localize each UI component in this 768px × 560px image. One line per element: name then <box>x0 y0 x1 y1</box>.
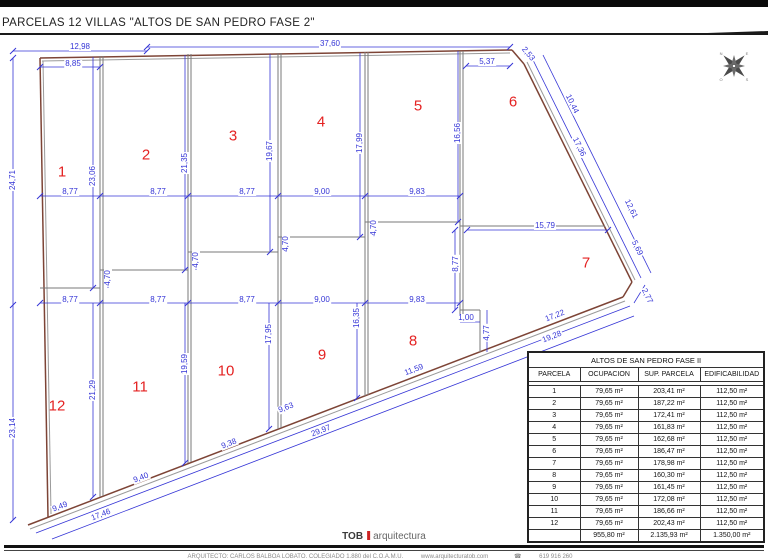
table-total-cell <box>528 530 580 543</box>
table-cell: 162,68 m² <box>638 434 700 446</box>
dimension-label: 17,95 <box>264 323 273 345</box>
parcel-number: 11 <box>132 378 148 396</box>
dimension-label: 11,59 <box>403 361 425 378</box>
dimension-label: 24,71 <box>8 169 17 191</box>
table-cell: 79,65 m² <box>580 494 638 506</box>
table-cell: 112,50 m² <box>700 422 764 434</box>
dimension-label: 17,99 <box>355 132 364 154</box>
table-title: ALTOS DE SAN PEDRO FASE II <box>528 352 764 368</box>
table-cell: 172,41 m² <box>638 410 700 422</box>
column-header-sup-parcela: SUP. PARCELA <box>638 368 700 382</box>
table-row <box>528 518 764 530</box>
drawing-title: PARCELAS 12 VILLAS "ALTOS DE SAN PEDRO FASE 2" <box>2 17 315 29</box>
dimension-label: 19,67 <box>265 140 274 162</box>
dimension-label: 19,59 <box>180 353 189 375</box>
dimension-label: 8,77 <box>150 295 166 304</box>
table-cell: 178,98 m² <box>638 458 700 470</box>
table-cell: 112,50 m² <box>700 410 764 422</box>
table-row <box>528 410 764 422</box>
table-cell: 79,65 m² <box>580 422 638 434</box>
compass-letter: E <box>745 51 749 56</box>
footer-rule-thick <box>4 545 764 548</box>
table-cell: 160,30 m² <box>638 470 700 482</box>
dimension-label: 8,85 <box>65 59 81 68</box>
dimension-label: 2,77 <box>639 286 655 305</box>
dimension-label: 16,56 <box>453 122 462 144</box>
dimension-label: 21,35 <box>180 152 189 174</box>
parcel-number: 4 <box>316 113 326 131</box>
compass-rose-icon <box>713 45 755 87</box>
table-cell: 12 <box>528 518 580 530</box>
table-cell: 112,50 m² <box>700 518 764 530</box>
dimension-label: 37,60 <box>319 39 341 48</box>
column-header-edificabilidad: EDIFICABILIDAD <box>700 368 764 382</box>
table-cell: 112,50 m² <box>700 398 764 410</box>
dimension-label: 9,83 <box>409 295 425 304</box>
table-cell: 112,50 m² <box>700 506 764 518</box>
brand-red-bar-icon <box>367 531 370 540</box>
dimension-label: 4,70 <box>369 220 378 236</box>
table-cell: 172,08 m² <box>638 494 700 506</box>
phone-icon: ☎ <box>513 553 522 560</box>
table-cell: 112,50 m² <box>700 446 764 458</box>
dimension-label: 9,83 <box>409 187 425 196</box>
table-cell: 2 <box>528 398 580 410</box>
table-cell: 112,50 m² <box>700 434 764 446</box>
brand-name: TOB <box>342 531 364 542</box>
parcel-number: 1 <box>57 163 67 181</box>
dimension-label: 8,77 <box>62 295 78 304</box>
column-header-ocupacion: OCUPACION <box>580 368 638 382</box>
table-totals-row <box>528 530 764 543</box>
dimension-label: 17,36 <box>571 135 588 158</box>
dimension-label: 9,49 <box>50 499 69 514</box>
table-cell: 112,50 m² <box>700 494 764 506</box>
dimension-label: 8,77 <box>239 295 255 304</box>
table-row <box>528 434 764 446</box>
table-cell: 202,43 m² <box>638 518 700 530</box>
dimension-label: 8,77 <box>62 187 78 196</box>
dimension-label: 4,70 <box>191 252 200 268</box>
parcel-number: 5 <box>413 97 423 115</box>
dimension-label: 8,77 <box>150 187 166 196</box>
architect-credit: ARQUITECTO: CARLOS BALBOA LOBATO. COLEGIADO 1.880 del C.O.A.M.U. <box>187 553 404 560</box>
dimension-label: 1,00 <box>458 313 474 322</box>
table-cell: 203,41 m² <box>638 386 700 398</box>
dimension-label: 4,77 <box>482 325 491 341</box>
table-cell: 79,65 m² <box>580 446 638 458</box>
column-header-parcela: PARCELA <box>528 368 580 382</box>
table-cell: 1 <box>528 386 580 398</box>
table-cell: 161,45 m² <box>638 482 700 494</box>
table-row <box>528 506 764 518</box>
table-cell: 112,50 m² <box>700 482 764 494</box>
table-row <box>528 470 764 482</box>
brand-suffix: arquitectura <box>373 531 426 542</box>
table-total-cell: 1.350,00 m² <box>700 530 764 543</box>
table-row <box>528 446 764 458</box>
dimension-label: 5,69 <box>629 238 645 257</box>
table-cell: 10 <box>528 494 580 506</box>
compass-letter: O <box>719 77 723 82</box>
dimension-label: 2,53 <box>519 44 537 63</box>
table-body <box>528 386 764 530</box>
table-cell: 186,47 m² <box>638 446 700 458</box>
table-cell: 112,50 m² <box>700 470 764 482</box>
dimension-label: 4,70 <box>103 270 112 286</box>
table-cell: 3 <box>528 410 580 422</box>
dimension-label: 5,37 <box>479 57 495 66</box>
parcel-number: 6 <box>508 93 518 111</box>
table-row <box>528 482 764 494</box>
dimension-label: 9,40 <box>131 470 150 485</box>
dimension-label: 17,46 <box>89 506 112 523</box>
footer-rule-thin <box>4 550 764 552</box>
parcels-table <box>527 351 765 543</box>
dimension-label: 12,98 <box>69 42 91 51</box>
table-cell: 79,65 m² <box>580 482 638 494</box>
parcel-number: 2 <box>141 146 151 164</box>
table-cell: 187,22 m² <box>638 398 700 410</box>
table-cell: 6 <box>528 446 580 458</box>
table-cell: 79,65 m² <box>580 458 638 470</box>
table-total-cell: 2.135,93 m² <box>638 530 700 543</box>
table-cell: 79,65 m² <box>580 434 638 446</box>
table-cell: 8 <box>528 470 580 482</box>
dimension-label: 16,35 <box>352 307 361 329</box>
dimension-label: 17,22 <box>543 307 566 324</box>
table-cell: 11 <box>528 506 580 518</box>
dimension-label: 9,38 <box>219 436 238 451</box>
table-cell: 79,65 m² <box>580 470 638 482</box>
table-cell: 79,65 m² <box>580 398 638 410</box>
dimension-label: 8,77 <box>451 256 460 272</box>
compass-letter: N <box>719 51 723 56</box>
table-row <box>528 494 764 506</box>
dimension-label: 9,00 <box>314 187 330 196</box>
table-cell: 112,50 m² <box>700 458 764 470</box>
dimension-label: 9,00 <box>314 295 330 304</box>
dimension-label: 4,70 <box>281 236 290 252</box>
dimension-label: 19,28 <box>540 328 563 345</box>
parcel-number: 12 <box>48 397 66 415</box>
parcel-number: 9 <box>317 346 327 364</box>
table-cell: 5 <box>528 434 580 446</box>
phone-text <box>506 554 581 560</box>
table-cell: 9 <box>528 482 580 494</box>
table-row <box>528 386 764 398</box>
table-cell: 79,65 m² <box>580 386 638 398</box>
table-cell: 4 <box>528 422 580 434</box>
dimension-label: 29,97 <box>309 422 332 439</box>
compass-letter: S <box>745 77 749 82</box>
dimension-label: 21,29 <box>88 379 97 401</box>
table-row <box>528 458 764 470</box>
parcel-number: 3 <box>228 127 238 145</box>
dimension-label: 10,44 <box>564 92 581 115</box>
website-text: www.arquitecturatob.com <box>420 553 489 560</box>
parcel-number: 10 <box>217 362 235 380</box>
dimension-label: 23,06 <box>88 165 97 187</box>
table-row <box>528 398 764 410</box>
phone-number: 619 916 260 <box>539 553 573 560</box>
footer-brand <box>342 531 426 542</box>
table-cell: 79,65 m² <box>580 506 638 518</box>
parcel-number: 8 <box>408 332 418 350</box>
table-cell: 161,83 m² <box>638 422 700 434</box>
dimension-label: 12,61 <box>623 197 640 220</box>
table-row <box>528 422 764 434</box>
table-cell: 186,66 m² <box>638 506 700 518</box>
table-cell: 79,65 m² <box>580 410 638 422</box>
table-cell: 112,50 m² <box>700 386 764 398</box>
table-cell: 7 <box>528 458 580 470</box>
table-cell: 79,65 m² <box>580 518 638 530</box>
dimension-label: 8,77 <box>239 187 255 196</box>
dimension-label: 15,79 <box>534 221 556 230</box>
footer-info <box>0 553 768 560</box>
dimension-label: 9,63 <box>276 400 295 415</box>
dimension-label: 23,14 <box>8 417 17 439</box>
table-total-cell: 955,80 m² <box>580 530 638 543</box>
parcel-number: 7 <box>581 254 591 272</box>
